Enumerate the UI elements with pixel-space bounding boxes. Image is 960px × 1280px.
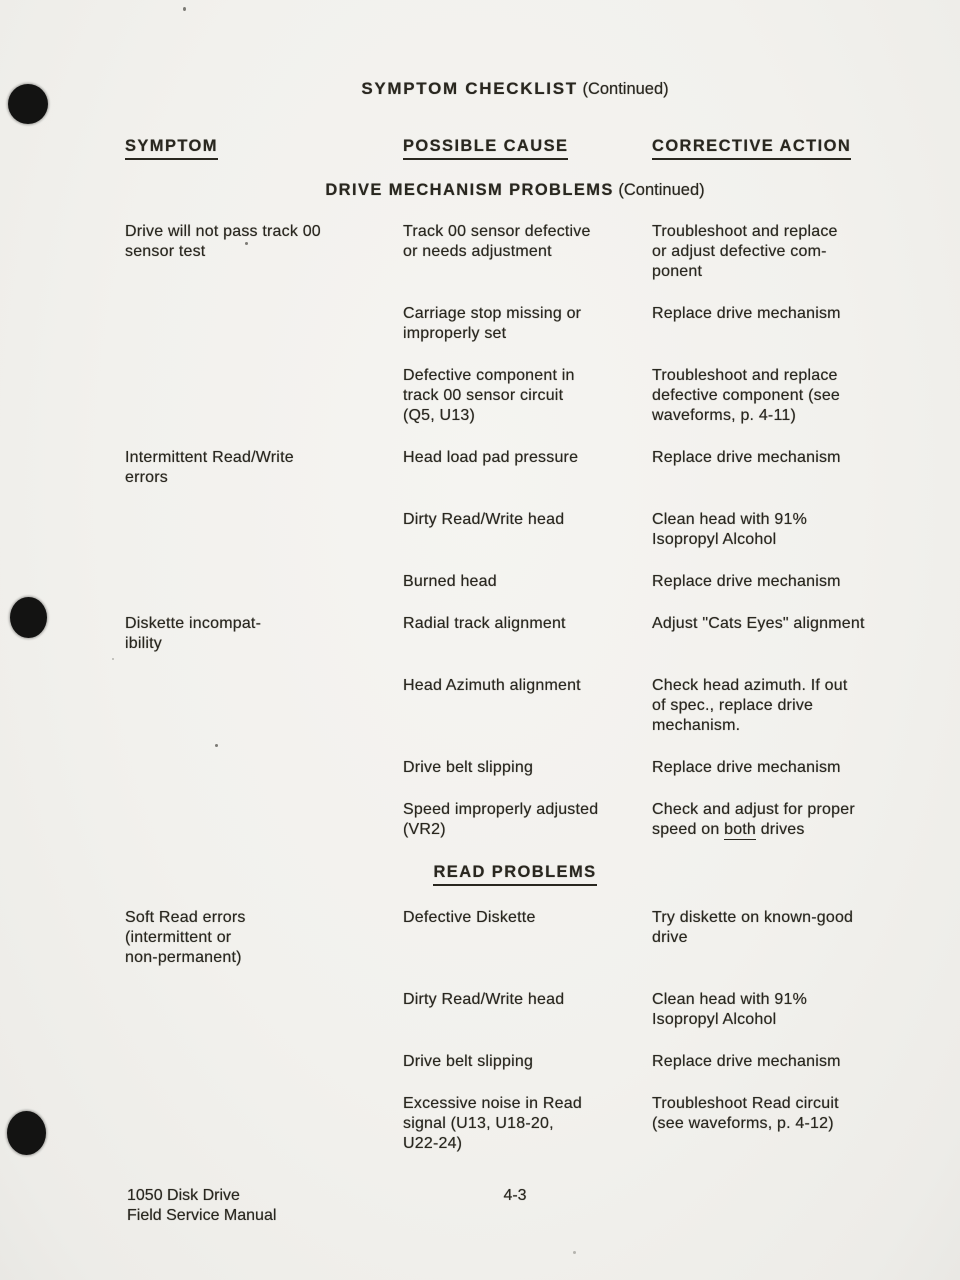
table-row <box>125 908 905 968</box>
text-line: Troubleshoot Read circuit <box>652 1095 839 1112</box>
symptom-cell <box>125 304 403 344</box>
action-cell <box>652 614 905 654</box>
footer-page-number: 4-3 <box>503 1187 527 1204</box>
table-row <box>125 676 905 736</box>
text-line: U22-24) <box>403 1135 463 1152</box>
underlined-word: both <box>724 821 757 838</box>
action-cell <box>652 366 905 426</box>
action-cell <box>652 990 905 1030</box>
cause-cell <box>403 572 652 592</box>
page-content <box>125 0 905 1280</box>
table-row <box>125 990 905 1030</box>
text-line: ponent <box>652 263 703 280</box>
text-line: Intermittent Read/Write <box>125 449 294 466</box>
page-title <box>125 78 905 100</box>
table-row <box>125 572 905 592</box>
action-cell <box>652 304 905 344</box>
text-line: Radial track alignment <box>403 615 566 632</box>
section-heading <box>125 862 905 886</box>
symptom-cell <box>125 222 403 282</box>
symptom-cell <box>125 758 403 778</box>
cause-cell <box>403 990 652 1030</box>
table-row <box>125 448 905 488</box>
action-cell <box>652 758 905 778</box>
hole-punch-middle <box>10 597 47 638</box>
cause-cell <box>403 510 652 550</box>
footer-doc-line1: 1050 Disk Drive <box>127 1187 240 1204</box>
cause-cell <box>403 676 652 736</box>
text-line: Defective Diskette <box>403 909 536 926</box>
page-title-continued: (Continued) <box>577 80 669 98</box>
text-line: Check head azimuth. If out <box>652 677 848 694</box>
text-line: Adjust "Cats Eyes" alignment <box>652 615 865 632</box>
text-line: Dirty Read/Write head <box>403 991 565 1008</box>
column-headers <box>125 136 905 160</box>
text-line: (intermittent or <box>125 929 232 946</box>
text-line: Speed improperly adjusted <box>403 801 599 818</box>
hole-punch-bottom <box>7 1111 46 1155</box>
symptom-cell <box>125 990 403 1030</box>
text-line: Troubleshoot and replace <box>652 223 838 240</box>
text-line: Try diskette on known-good <box>652 909 854 926</box>
text-line: Isopropyl Alcohol <box>652 1011 777 1028</box>
table-row <box>125 614 905 654</box>
column-header-symptom: SYMPTOM <box>125 136 403 160</box>
symptom-table <box>125 180 905 1154</box>
text-line: track 00 sensor circuit <box>403 387 564 404</box>
table-row <box>125 1094 905 1154</box>
text-line: Replace drive mechanism <box>652 573 841 590</box>
text-line: ibility <box>125 635 162 652</box>
cause-cell <box>403 448 652 488</box>
table-row <box>125 222 905 282</box>
cause-cell <box>403 304 652 344</box>
action-cell <box>652 1052 905 1072</box>
text-line: Troubleshoot and replace <box>652 367 838 384</box>
text-line: drive <box>652 929 688 946</box>
table-row <box>125 304 905 344</box>
table-row <box>125 800 905 840</box>
cause-cell <box>403 800 652 840</box>
section-heading-continued: (Continued) <box>613 181 705 199</box>
action-cell <box>652 222 905 282</box>
action-cell <box>652 572 905 592</box>
text-line: Drive belt slipping <box>403 759 534 776</box>
action-cell <box>652 510 905 550</box>
column-header-corrective-action: CORRECTIVE ACTION <box>652 136 905 160</box>
text-line: Replace drive mechanism <box>652 305 841 322</box>
cause-cell <box>403 1052 652 1072</box>
text-line: errors <box>125 469 168 486</box>
text-line: Clean head with 91% <box>652 991 808 1008</box>
action-cell <box>652 1094 905 1154</box>
text-line: Check and adjust for proper <box>652 801 855 818</box>
text-line: Defective component in <box>403 367 575 384</box>
symptom-cell <box>125 366 403 426</box>
section-heading-text: READ PROBLEMS <box>433 862 596 886</box>
text-line: speed on both drives <box>652 821 805 838</box>
text-line: Clean head with 91% <box>652 511 808 528</box>
section-heading <box>125 180 905 200</box>
text-line: Burned head <box>403 573 497 590</box>
section-heading-text: DRIVE MECHANISM PROBLEMS <box>325 181 614 199</box>
hole-punch-top <box>8 84 48 124</box>
column-header-possible-cause: POSSIBLE CAUSE <box>403 136 652 160</box>
text-line: improperly set <box>403 325 507 342</box>
action-cell <box>652 676 905 736</box>
text-line: Excessive noise in Read <box>403 1095 582 1112</box>
symptom-cell <box>125 572 403 592</box>
table-row <box>125 1052 905 1072</box>
cause-cell <box>403 758 652 778</box>
text-line: Soft Read errors <box>125 909 246 926</box>
text-line: or adjust defective com- <box>652 243 827 260</box>
table-row <box>125 510 905 550</box>
text-line: Replace drive mechanism <box>652 759 841 776</box>
text-line: Isopropyl Alcohol <box>652 531 777 548</box>
symptom-cell <box>125 800 403 840</box>
cause-cell <box>403 366 652 426</box>
text-line: Head Azimuth alignment <box>403 677 581 694</box>
text-line: Replace drive mechanism <box>652 1053 841 1070</box>
action-cell <box>652 448 905 488</box>
cause-cell <box>403 908 652 968</box>
text-line: Dirty Read/Write head <box>403 511 565 528</box>
symptom-cell <box>125 1052 403 1072</box>
symptom-cell <box>125 448 403 488</box>
table-row <box>125 366 905 426</box>
footer-doc-line2: Field Service Manual <box>127 1207 277 1224</box>
text-line: sensor test <box>125 243 206 260</box>
action-cell <box>652 908 905 968</box>
text-line: (see waveforms, p. 4-12) <box>652 1115 834 1132</box>
text-line: of spec., replace drive <box>652 697 814 714</box>
text-line: defective component (see <box>652 387 841 404</box>
action-cell <box>652 800 905 840</box>
text-line: or needs adjustment <box>403 243 552 260</box>
cause-cell <box>403 222 652 282</box>
text-line: Carriage stop missing or <box>403 305 582 322</box>
text-line: waveforms, p. 4-11) <box>652 407 796 424</box>
text-line: (VR2) <box>403 821 446 838</box>
text-line: non-permanent) <box>125 949 242 966</box>
page-title-main: SYMPTOM CHECKLIST <box>361 79 578 98</box>
cause-cell <box>403 1094 652 1154</box>
text-line: signal (U13, U18-20, <box>403 1115 554 1132</box>
table-row <box>125 758 905 778</box>
cause-cell <box>403 614 652 654</box>
text-line: Replace drive mechanism <box>652 449 841 466</box>
text-line: Drive belt slipping <box>403 1053 534 1070</box>
scan-speck <box>112 658 114 660</box>
symptom-cell <box>125 1094 403 1154</box>
symptom-cell <box>125 676 403 736</box>
symptom-cell <box>125 908 403 968</box>
text-line: mechanism. <box>652 717 741 734</box>
text-line: Head load pad pressure <box>403 449 579 466</box>
text-line: Diskette incompat- <box>125 615 262 632</box>
text-line: Track 00 sensor defective <box>403 223 591 240</box>
text-line: (Q5, U13) <box>403 407 476 424</box>
symptom-cell <box>125 614 403 654</box>
symptom-cell <box>125 510 403 550</box>
text-line: Drive will not pass track 00 <box>125 223 321 240</box>
